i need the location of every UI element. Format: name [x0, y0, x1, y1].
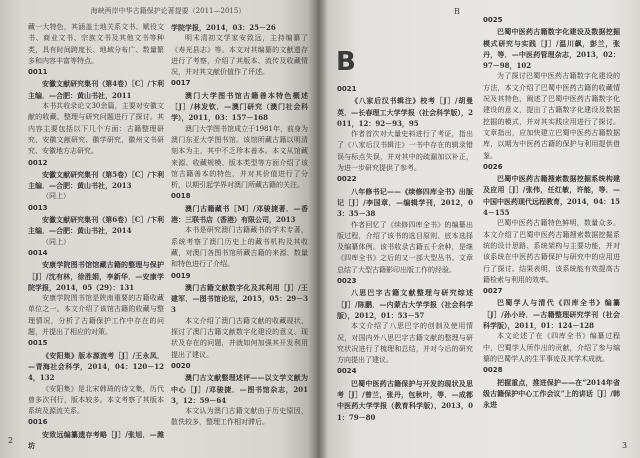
entry-title: 澳门大学图书馆古籍善本特色概述［J］/林发钦．—澳门研究（澳门社会科学），2011，03：157－168	[171, 90, 308, 123]
text-column	[171, 22, 308, 454]
entry-abstract: 安康学院图书馆是陕南重要的古籍收藏单位之一。本文介绍了该馆古籍的收藏与整理情况，分析了古籍保护工作中存在的问题，并提出了相应的对策。	[28, 294, 164, 337]
entry-title: 安康学院图书馆馆藏古籍的整理与保护［J］/沈有林，徐胜娟，李新华．—安康学院学报，2014，05（29）：131	[28, 260, 164, 292]
entry-title: 巴蜀中医药古籍数字化建设及数据挖掘模式研究与实践［J］/温川飙，彭兰，张丹，等．—中医药管理杂志，2013，02：97－98，102	[483, 27, 620, 71]
entry-title: 巴蜀中医药古籍搜索数据挖掘系统构建及应用［J］/张伟，任红敏，许能，等．—中国中医药现代远程教育，2014，04：154－155	[483, 174, 620, 218]
entry-number: 0026	[483, 162, 503, 171]
continued-title: 学院学报，2014，03：25－26	[171, 23, 276, 32]
entry-title: 八年修书记——《续修四库全书》出版记［J］/李国章．—编辑学刊，2012，03：35－38	[337, 186, 473, 219]
entry-0027	[483, 286, 620, 365]
entry-number: 0020	[171, 361, 191, 370]
entry-number: 0017	[171, 79, 191, 88]
entry-0011	[28, 67, 164, 157]
entry-abstract: 为了探讨巴蜀中医药古籍数字化建设的方法，本文介绍了巴蜀中医药古籍的收藏情况及其特色，阐述了巴蜀中医药古籍数字化建设的意义，提出了古籍数字化建设及数据挖掘的模式，并对其实践应用进行了探讨。文章指出，应加快建立巴蜀中医药古籍数据库，以期为中医药古籍的保护与利用提供借鉴。	[483, 72, 620, 160]
entry-number: 0028	[483, 366, 503, 375]
entry-title: 安徽文献研究集刊（第5卷）［C］/卞利主编．—合肥：黄山书社，2013	[28, 169, 164, 191]
entry-abstract: 本文介绍了澳门古籍文献的收藏现状，探讨了澳门古籍文献数字化建设的意义、现状及存在的问题，并就如何加强其开发利用提出了建议。	[171, 316, 308, 359]
entry-0026	[483, 162, 620, 286]
entry-0019	[171, 271, 308, 361]
entry-number: 0011	[28, 68, 48, 77]
entry-abstract: 作者回忆了《续修四库全书》的编纂出版过程，介绍了该书的选目原则、底本选择及编纂体例。该书收录古籍五千余种，是继《四库全书》之后的又一部大型丛书。文章总结了大型古籍影印出版工作的经验。	[337, 220, 473, 274]
entry-0028	[483, 365, 620, 410]
running-title-letter: B	[454, 7, 460, 16]
entry-abstract: 本文认为澳门古籍文献由于历史原因，散佚较多，整理工作相对滞后。	[171, 407, 308, 427]
entry-abstract: 作者首次对大量史料进行了考证，指出了《八家后汉书辑注》一书中存在的辑录错误与标点失误，并对其中的疏漏加以补正，为进一步研究提供了参考。	[337, 130, 473, 173]
entry-abstract: （同上）	[42, 192, 70, 201]
entry-0014	[28, 248, 164, 338]
entry-0015	[28, 338, 164, 417]
entry-abstract: 澳门大学图书馆成立于1981年，前身为澳门东亚大学图书馆。该馆所藏古籍以明清刻本为主，其中不乏珍本善本。本文从馆藏来源、收藏规模、版本类型等方面介绍了该馆古籍善本的特色，并对其价值进行了分析，以期引起学界对澳门所藏古籍的关注。	[171, 124, 308, 190]
entry-title: 把握重点，推进保护——在“2014年省级古籍保护中心工作会议”上的讲话［J］/韩永进	[483, 377, 620, 410]
entry-title: 安致远编纂遗存考略［J］/张旭．—潍坊	[28, 429, 164, 450]
page-number: 2	[8, 436, 14, 445]
entry-number: 0023	[337, 277, 357, 286]
entry-abstract: 本书共收录论文30余篇，主要对安徽文献的收藏、整理与研究问题进行了探讨。其内容主要包括以下几个方面：古籍整理研究、安徽文献研究、徽学研究、徽州文书研究、安徽地方志研究。	[28, 102, 164, 156]
continued-text: 藏一大特色，其涵盖土地关系文书、赋役文书、商业文书、宗族文书及其他文书等种类，具有时间跨度长、地域分布广、数量繁多和内容丰富等特点。	[28, 23, 164, 65]
entry-title: 安徽文献研究集刊（第4卷）［C］/卞利主编．—合肥：黄山书社，2011	[28, 79, 164, 100]
entry-number: 0025	[483, 16, 503, 24]
text-column	[337, 84, 473, 454]
entry-number: 0012	[28, 158, 48, 167]
entry-number: 0024	[337, 367, 357, 376]
entry-number: 0019	[171, 271, 191, 280]
entry-title: 《八家后汉书辑注》校考［J］/胡曼英．—长春理工大学学报（社会科学版），2011，12：92－93，95	[337, 96, 473, 128]
entry-title: 八思巴字古籍文献整理与研究综述［J］/陈鹏．—内蒙古大学学报（社会科学版），2012，01：53－57	[337, 288, 473, 320]
entry-number: 0014	[28, 248, 48, 257]
abstract: 明末清初文学家安致远，主持编纂了《寿光县志》等。本文对其编纂的文献遗存进行了考察，介绍了其版本、流传及收藏情况，并对其文献价值作了评述。	[171, 34, 308, 77]
entry-0022	[337, 174, 473, 276]
entry-title: 澳门古文献整理述评——以文学文献为中心［J］/邓骏捷．—图书馆杂志，2013，12：59－64	[171, 373, 308, 405]
entry-number: 0027	[483, 287, 503, 296]
entry-0021	[337, 84, 473, 174]
section-letter: B	[336, 47, 356, 77]
entry-number: 0018	[171, 192, 191, 201]
entry-abstract: 《安阳集》是北宋韩琦的诗文集，历代曾多次刊行，版本较多。本文考察了其版本系统及源流关系。	[28, 384, 164, 416]
entry-title: 澳门古籍文献数字化及其利用［J］/王建军．—图书馆论坛，2015，05：29－33	[171, 282, 308, 315]
entry-abstract: 本文论述了在《四库全书》编纂过程中，巴蜀学人所作出的贡献，介绍了参与编纂的巴蜀学人的生平事迹及其学术成就。	[483, 332, 620, 363]
book-spine	[308, 0, 328, 458]
text-column	[28, 22, 164, 454]
entry-title: 巴蜀学人与清代《四库全书》编纂［J］/孙小玲．—古籍整理研究学刊（社会科学版），2011，01：124－128	[483, 298, 620, 331]
running-title: 海峡两岸中华古籍保护论著提要（2011—2015）	[90, 7, 246, 15]
entry-number: 0013	[28, 203, 48, 212]
entry-number: 0016	[28, 418, 48, 427]
entry-abstract: 本文介绍了八思巴字的创制及使用情况，对国内外八思巴字古籍文献的整理与研究状况进行了梳理和总结，并对今后的研究方向提出了建议。	[337, 322, 473, 365]
entry-title: 澳门古籍藏书［M］/邓骏捷著．—香港：三联书店（香港）有限公司，2013	[171, 203, 308, 225]
entry-number: 0021	[337, 85, 357, 93]
text-column	[483, 15, 620, 455]
entry-number: 0022	[337, 175, 357, 184]
entry-title: 巴蜀中医药古籍保护与开发的现状及思考［J］/曾兰，张丹，包秋叶，等．—成都中医药大学学报（教育科学版），2013，01：79－80	[337, 378, 473, 422]
entry-0020	[171, 361, 308, 429]
entry-0025	[483, 15, 620, 162]
entry-0016	[28, 417, 164, 451]
entry-title: 安徽文献研究集刊（第6卷）［C］/卞利主编．—合肥：黄山书社，2014	[28, 215, 164, 236]
entry-0017	[171, 78, 308, 191]
entry-0023	[337, 276, 473, 366]
entry-abstract: 本书是研究澳门古籍藏书的学术专著，系统考察了澳门历史上的藏书机构及其收藏，对澳门各图书馆所藏古籍的来源、数量和特色进行了介绍。	[171, 226, 308, 269]
entry-abstract: 巴蜀中医药古籍特色鲜明，数量众多。本文介绍了巴蜀中医药古籍搜索数据挖掘系统的设计思路、系统架构与主要功能，并对该系统在中医药古籍保护与研究中的应用进行了探讨。结果表明，该系统能有效提高古籍检索与利用的效率。	[483, 219, 620, 284]
page-number: 3	[622, 441, 628, 450]
entry-0012	[28, 158, 164, 203]
entry-0024	[337, 366, 473, 422]
entry-number: 0015	[28, 339, 48, 348]
entry-abstract: （同上）	[42, 237, 70, 246]
entry-0018	[171, 191, 308, 270]
entry-0013	[28, 203, 164, 248]
entry-title: 《安阳集》版本源流考［J］/王永凤．—青海社会科学，2014，04：120－124，132	[28, 350, 164, 383]
